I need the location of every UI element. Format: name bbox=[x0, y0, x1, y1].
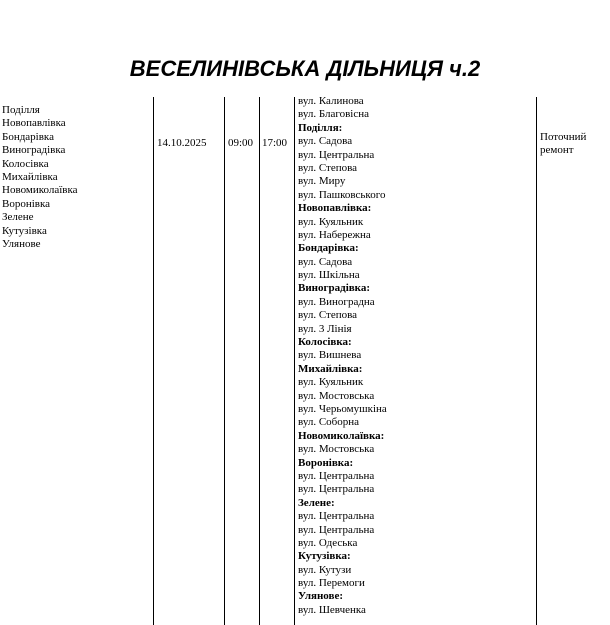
street-name: вул. Центральна bbox=[298, 469, 375, 482]
village-name: Виноградівка bbox=[2, 144, 66, 157]
village-name: Воронівка bbox=[2, 197, 51, 210]
village-heading: Михайлівка: bbox=[298, 362, 363, 375]
column-divider bbox=[224, 97, 225, 625]
street-name: вул. Одеська bbox=[298, 536, 358, 549]
outage-table bbox=[0, 97, 610, 625]
street-name: вул. Благовісна bbox=[298, 108, 370, 121]
village-heading: Виноградівка: bbox=[298, 282, 371, 295]
street-name: вул. Виноградна bbox=[298, 295, 375, 308]
work-type-line: Поточний bbox=[540, 131, 587, 143]
street-name: вул. Центральна bbox=[298, 483, 375, 496]
street-name: вул. Черьомушкіна bbox=[298, 402, 387, 415]
village-heading: Новомиколаївка: bbox=[298, 429, 385, 442]
village-heading: Новопавлівка: bbox=[298, 202, 372, 215]
street-name: вул. Степова bbox=[298, 309, 358, 322]
street-name: вул. Шкільна bbox=[298, 269, 360, 282]
street-name: вул. Кутузи bbox=[298, 563, 352, 576]
street-name: вул. 3 Лінія bbox=[298, 322, 352, 335]
village-heading: Воронівка: bbox=[298, 456, 354, 469]
street-name: вул. Калинова bbox=[298, 95, 364, 107]
street-name: вул. Миру bbox=[298, 175, 346, 188]
start-time-cell: 09:00 bbox=[228, 137, 254, 149]
village-name: Зелене bbox=[2, 211, 34, 224]
village-name: Бондарівка bbox=[2, 130, 54, 143]
village-name: Новомиколаївка bbox=[2, 184, 78, 197]
work-type-line: ремонт bbox=[540, 144, 574, 157]
column-divider bbox=[259, 97, 260, 625]
column-divider bbox=[153, 97, 154, 625]
villages-cell bbox=[2, 104, 78, 251]
village-name: Михайлівка bbox=[2, 170, 58, 183]
streets-cell bbox=[298, 95, 387, 617]
street-name: вул. Мостовська bbox=[298, 389, 375, 402]
street-name: вул. Куяльник bbox=[298, 215, 364, 228]
village-heading: Улянове: bbox=[298, 590, 344, 603]
street-name: вул. Садова bbox=[298, 255, 353, 268]
village-heading: Колосівка: bbox=[298, 336, 352, 349]
village-name: Новопавлівка bbox=[2, 117, 66, 130]
street-name: вул. Шевченка bbox=[298, 603, 366, 616]
street-name: вул. Вишнева bbox=[298, 349, 362, 362]
village-name: Колосівка bbox=[2, 157, 49, 170]
street-name: вул. Куяльник bbox=[298, 376, 364, 389]
village-name: Улянове bbox=[2, 237, 41, 250]
village-name: Кутузівка bbox=[2, 224, 47, 237]
street-name: вул. Соборна bbox=[298, 416, 360, 429]
street-name: вул. Степова bbox=[298, 161, 358, 174]
village-heading: Кутузівка: bbox=[298, 550, 351, 563]
column-divider bbox=[536, 97, 537, 625]
village-heading: Бондарівка: bbox=[298, 242, 359, 255]
street-name: вул. Набережна bbox=[298, 228, 371, 241]
street-name: вул. Мостовська bbox=[298, 443, 375, 456]
street-name: вул. Садова bbox=[298, 135, 353, 148]
street-name: вул. Центральна bbox=[298, 148, 375, 161]
street-name: вул. Перемоги bbox=[298, 577, 365, 590]
end-time-cell: 17:00 bbox=[262, 137, 288, 149]
work-type-cell bbox=[540, 130, 586, 157]
street-name: вул. Центральна bbox=[298, 523, 375, 536]
street-name: вул. Центральна bbox=[298, 510, 375, 523]
village-name: Поділля bbox=[2, 104, 40, 116]
village-heading: Поділля: bbox=[298, 121, 343, 134]
street-name: вул. Пашковського bbox=[298, 188, 386, 201]
date-cell: 14.10.2025 bbox=[157, 137, 207, 149]
column-divider bbox=[294, 97, 295, 625]
page-title: ВЕСЕЛИНІВСЬКА ДІЛЬНИЦЯ ч.2 bbox=[129, 56, 481, 81]
village-heading: Зелене: bbox=[298, 496, 335, 509]
